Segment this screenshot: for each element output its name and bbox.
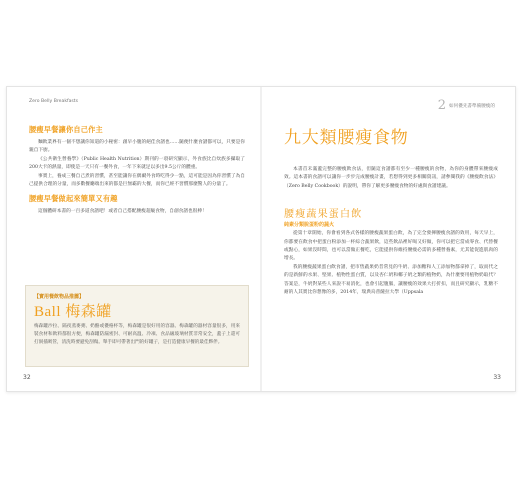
running-title: 如何優先書準備腰瘦的 xyxy=(449,103,495,109)
running-head-right xyxy=(438,99,495,112)
chapter-title: 九大類腰瘦食物 xyxy=(284,128,409,148)
sub-heading: 腰瘦蔬果蛋白飲 xyxy=(284,209,363,221)
body-paragraph: 這個體研本書的一百多道食譜吧！或者自己搭配腰瘦超級食物，自創食譜也很棒！ xyxy=(38,209,207,215)
body-paragraph: 事實上，養成三餐自己煮的習慣，甚至能讓你在偶爾外食時吃得少一點，這可能是因為你習慣了為自己提供合理的分量，而多數餐廳端出來的都是巨無霸的大餐，而你已經不習慣那麼驚人的分量了。 xyxy=(29,173,245,188)
section-heading: 腰瘦早餐做起來簡單又有趣 xyxy=(29,194,118,204)
right-page xyxy=(262,87,515,391)
body-paragraph: 《公共衛生營養學》（Public Health Nutrition）期刊的一項研究顯示，外食族比自炊族多攝取了200大卡的熱量，即使是一天只有一餐外食，一年下來就足以多出9.5公斤的體重。 xyxy=(29,156,245,171)
right-content xyxy=(284,115,498,297)
running-head-left: Zero Belly Breakfasts xyxy=(29,99,79,104)
left-content xyxy=(29,125,245,217)
left-page xyxy=(7,87,260,391)
sub-caption: 純素分類脫蛋粉的蔬火 xyxy=(284,222,335,229)
chapter-number: 2 xyxy=(437,98,447,113)
intro-paragraph: 本書首未滿蓋完整的腰瘦飲食法，但隨這食譜都有至少一種腰瘦的食物，為你的身體帶來腰瘦成效。這本書的食譜可以讓你一步步完成腰瘦計畫，若想得到更多相關資訊，請參閱我的《腰瘦飲食法》（Zero Belly Cookbook）的說明，帶你了解更多腰瘦食物的好處與食譜建議。 xyxy=(284,167,498,189)
sidebar-box xyxy=(25,285,249,367)
body-paragraph: 從第十章開始，你會看到各式各樣的腰瘦蔬果蛋白飲，為了完全發揮腰瘦食譜的效用，每天早上，你都要在飲食中把蛋白粉添加一杯綜合蔬果飲，這些飲品裡好喝又好做，你可以把它當成零食、代替餐或點心，如果沒時間，也可以當做正餐吃，它能提供你維持腰瘦必需的多種營養素，尤其能促進肌肉的增長。 xyxy=(284,231,498,262)
body-paragraph: 麵飲業界有一個不想讓你知道的小秘密：創早小腹的絕佳食譜也……隨便什麼食譜都可以，只要是你親自下廚。 xyxy=(29,140,245,154)
sidebar-title: Ball 梅森罐 xyxy=(34,304,112,320)
sidebar-tag: 【實用餐飲物品推薦】 xyxy=(34,294,85,300)
sidebar-text: 梅森罐沙拉、隔夜蒸麥粥、奶酪或優格杯等，梅森罐是很好用的容器。梅森罐的器材容量很多，用來裝食材和飲料都很方便，梅森罐防漏密封、可耐高溫、冷凍、食品級玻璃材質非常安全，蓋子上還可打洞插吸管，清洗時要避免刮傷。舉手即可帶著出門的好罐子，是打造健康早餐的最佳夥伴。 xyxy=(34,324,240,346)
body-paragraph: 我的腰瘦蔬果蛋白飲食譜，把市售蔬果奶昔常見的牛奶、添加糖和人工添加物都拿掉了，取而代之的是新鮮的水果、堅果、植物性蛋白質，以及杏仁奶和椰子奶之類的植物奶，為什麼要用植物奶取代？答案是，牛奶對某些人來說不易消化，也會引起腹脹，讓腰瘦的效果大打折扣，而且研究顯示，乳糖不耐的人其實比你想像的多，2014年，瑞典烏普薩拉大學（Uppsala xyxy=(284,264,498,296)
section-heading: 腰瘦早餐讓你自己作主 xyxy=(29,125,103,134)
book-spread xyxy=(6,86,516,392)
page-number-right: 33 xyxy=(493,374,501,381)
page-number-left: 32 xyxy=(23,374,31,381)
